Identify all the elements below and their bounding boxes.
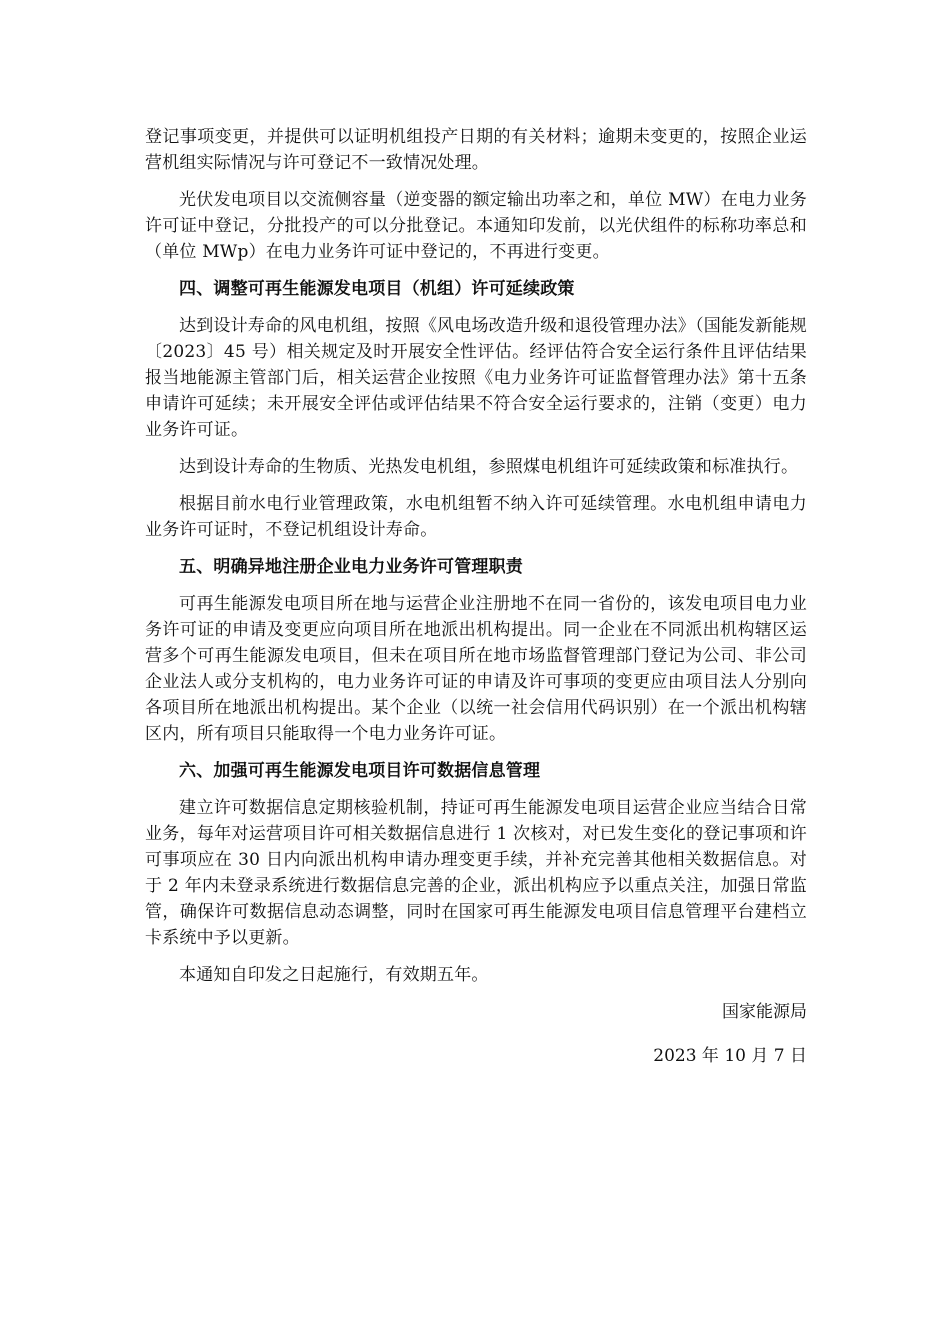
signature-issuer: 国家能源局 xyxy=(722,1002,807,1022)
document-body xyxy=(145,124,807,1069)
paragraph-continued: 登记事项变更，并提供可以证明机组投产日期的有关材料；逾期未变更的，按照企业运营机组实际情况与许可登记不一致情况处理。 xyxy=(145,127,807,173)
section-heading-6: 六、加强可再生能源发电项目许可数据信息管理 xyxy=(179,761,541,781)
paragraph-wind-lifespan: 达到设计寿命的风电机组，按照《风电场改造升级和退役管理办法》（国能发新能规〔2023〕45 号）相关规定及时开展安全性评估。经评估符合安全运行条件且评估结果报当地能源主管部门后，相关运营企业按照《电力业务许可证监督管理办法》第十五条申请许可延续；未开展安全评估或评估结果不符合安全运行要求的，注销（变更）电力业务许可证。 xyxy=(145,316,807,440)
section-heading-4: 四、调整可再生能源发电项目（机组）许可延续政策 xyxy=(179,279,575,299)
section-heading-5: 五、明确异地注册企业电力业务许可管理职责 xyxy=(179,557,523,577)
paragraph-effective-period: 本通知自印发之日起施行，有效期五年。 xyxy=(179,965,489,985)
paragraph-pv-capacity: 光伏发电项目以交流侧容量（逆变器的额定输出功率之和，单位 MW）在电力业务许可证中登记，分批投产的可以分批登记。本通知印发前，以光伏组件的标称功率总和（单位 MWp）在电力业务许可证中登记的，不再进行变更。 xyxy=(145,190,807,262)
paragraph-hydro: 根据目前水电行业管理政策，水电机组暂不纳入许可延续管理。水电机组申请电力业务许可证时，不登记机组设计寿命。 xyxy=(145,494,807,540)
paragraph-data-verification: 建立许可数据信息定期核验机制，持证可再生能源发电项目运营企业应当结合日常业务，每年对运营项目许可相关数据信息进行 1 次核对，对已发生变化的登记事项和许可事项应在 30 日内向派出机构申请办理变更手续，并补充完善其他相关数据信息。对于 2 年内未登录系统进行数据信息完善的企业，派出机构应予以重点关注，加强日常监管，确保许可数据信息动态调整，同时在国家可再生能源发电项目信息管理平台建档立卡系统中予以更新。 xyxy=(145,798,807,948)
paragraph-cross-region: 可再生能源发电项目所在地与运营企业注册地不在同一省份的，该发电项目电力业务许可证的申请及变更应向项目所在地派出机构提出。同一企业在不同派出机构辖区运营多个可再生能源发电项目，但未在项目所在地市场监督管理部门登记为公司、非公司企业法人或分支机构的，电力业务许可证的申请及许可事项的变更应由项目法人分别向各项目所在地派出机构提出。某个企业（以统一社会信用代码识别）在一个派出机构辖区内，所有项目只能取得一个电力业务许可证。 xyxy=(145,594,807,744)
signature-date: 2023 年 10 月 7 日 xyxy=(653,1046,807,1066)
paragraph-biomass-solar-thermal: 达到设计寿命的生物质、光热发电机组，参照煤电机组许可延续政策和标准执行。 xyxy=(179,457,799,477)
